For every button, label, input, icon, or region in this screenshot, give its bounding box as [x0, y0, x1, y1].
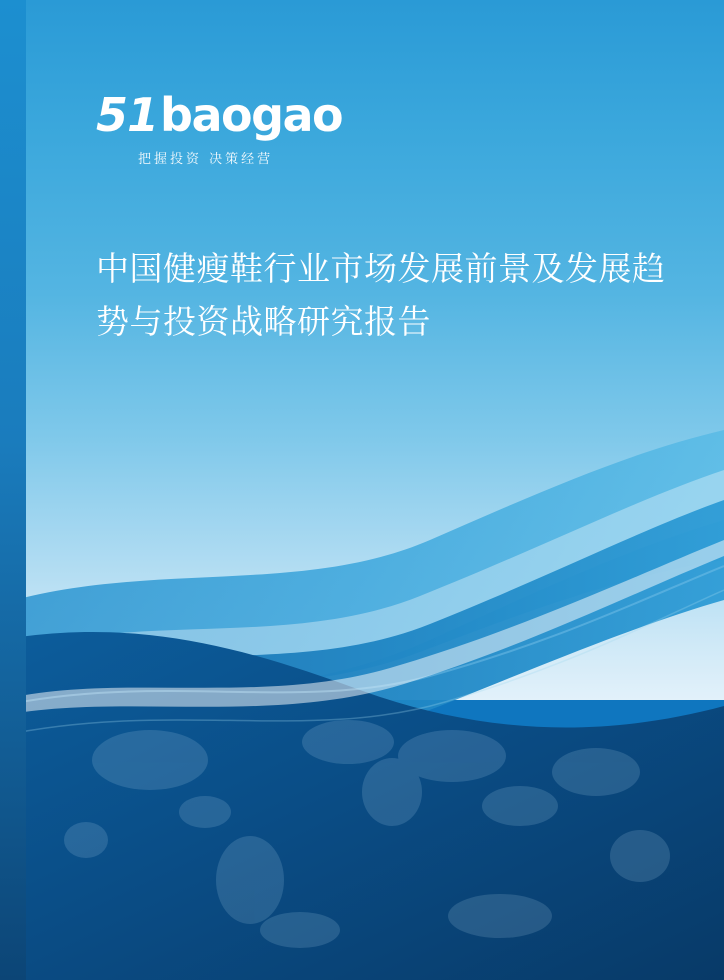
logo-wordmark-row: [96, 88, 343, 142]
logo-mark-51: 51: [96, 88, 159, 142]
logo-tagline: 把握投资 决策经营: [138, 152, 274, 167]
logo-wordmark: baogao: [160, 88, 343, 142]
brand-logo: [96, 88, 343, 167]
report-title: 中国健瘦鞋行业市场发展前景及发展趋势与投资战略研究报告: [96, 249, 666, 342]
